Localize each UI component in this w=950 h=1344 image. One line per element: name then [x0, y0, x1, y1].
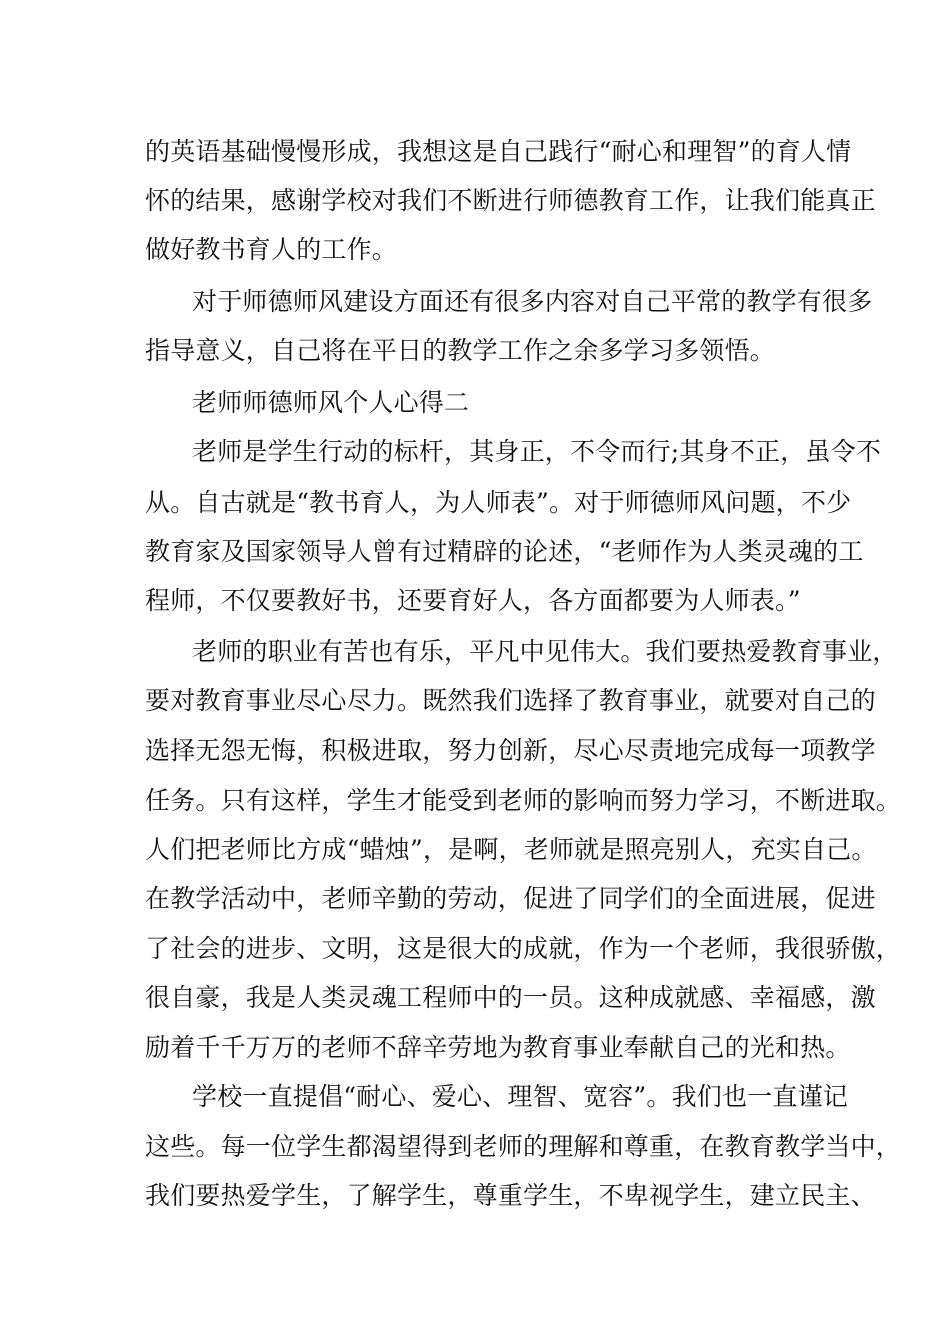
text-line: 怀的结果，感谢学校对我们不断进行师德教育工作，让我们能真正	[145, 186, 876, 215]
text-line: 对于师德师风建设方面还有很多内容对自己平常的教学有很多	[192, 287, 873, 316]
text-line: 人们把老师比方成“蜡烛”，是啊，老师就是照亮别人，充实自己。	[145, 835, 877, 864]
text-line: 了社会的进步、文明，这是很大的成就，作为一个老师，我很骄傲，	[145, 934, 902, 963]
text-line: 教育家及国家领导人曾有过精辟的论述，“老师作为人类灵魂的工	[145, 537, 864, 566]
text-line: 老师的职业有苦也有乐，平凡中见伟大。我们要热爱教育事业，	[192, 637, 898, 666]
text-line: 做好教书育人的工作。	[145, 235, 398, 264]
text-line: 我们要热爱学生，了解学生，尊重学生，不卑视学生，建立民主、	[145, 1181, 876, 1210]
text-line: 励着千千万万的老师不辞辛劳地为教育事业奉献自己的光和热。	[145, 1033, 851, 1062]
text-line: 在教学活动中，老师辛勤的劳动，促进了同学们的全面进展，促进	[145, 884, 876, 913]
text-line: 从。自古就是“教书育人，为人师表”。对于师德师风问题，不少	[145, 488, 852, 517]
text-line: 选择无怨无悔，积极进取，努力创新，尽心尽责地完成每一项教学	[145, 736, 876, 765]
text-line: 老师是学生行动的标杆，其身正，不令而行;其身不正，虽令不	[192, 437, 882, 466]
section-heading: 老师师德师风个人心得二	[192, 388, 470, 417]
text-line: 这些。每一位学生都渴望得到老师的理解和尊重，在教育教学当中，	[145, 1132, 902, 1161]
text-line: 要对教育事业尽心尽力。既然我们选择了教育事业，就要对自己的	[145, 686, 876, 715]
text-line: 程师，不仅要教好书，还要育好人，各方面都要为人师表。”	[145, 586, 801, 615]
text-line: 很自豪，我是人类灵魂工程师中的一员。这种成就感、幸福感，激	[145, 983, 876, 1012]
text-line: 的英语基础慢慢形成，我想这是自己践行“耐心和理智”的育人情	[145, 137, 852, 166]
text-line: 学校一直提倡“耐心、爱心、理智、宽容”。我们也一直谨记	[192, 1082, 848, 1111]
text-line: 任务。只有这样，学生才能受到老师的影响而努力学习，不断进取。	[145, 786, 902, 815]
text-line: 指导意义，自己将在平日的教学工作之余多学习多领悟。	[145, 336, 776, 365]
